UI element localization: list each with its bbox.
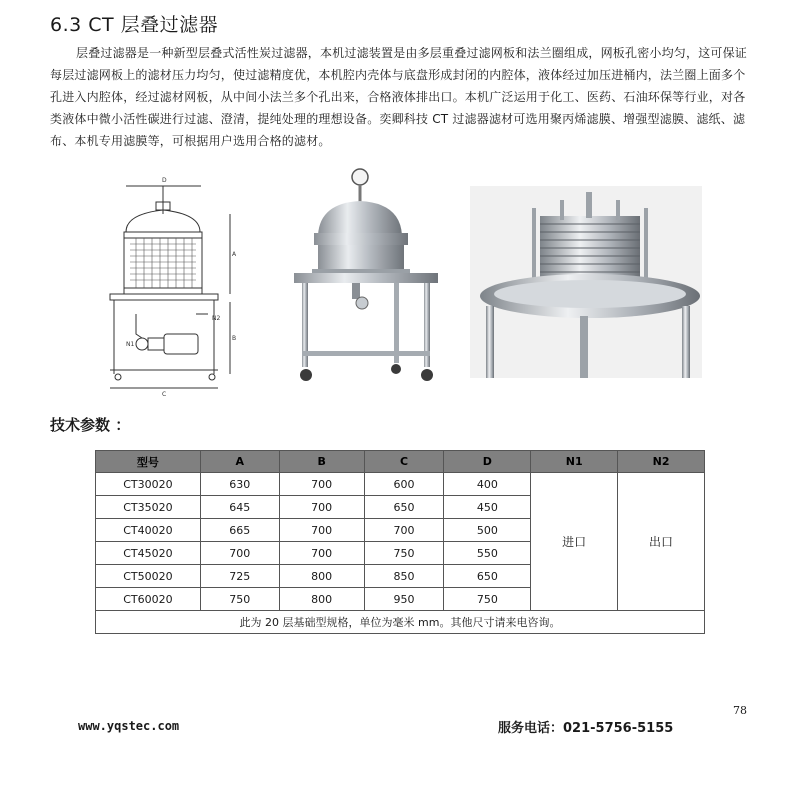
footer-phone: 服务电话：021-5756-5155 — [498, 721, 674, 736]
cell-model: CT60020 — [96, 588, 201, 611]
cell-a: 630 — [200, 473, 279, 496]
section-title: 6.3 CT 层叠过滤器 — [50, 14, 219, 36]
cell-model: CT30020 — [96, 473, 201, 496]
cell-d: 750 — [444, 588, 531, 611]
filter-product-photo — [290, 165, 442, 393]
spec-table-header — [96, 451, 705, 473]
header-c: C — [364, 451, 444, 473]
filter-open-photo — [470, 186, 702, 378]
cell-b: 800 — [279, 588, 364, 611]
cell-a: 645 — [200, 496, 279, 519]
header-model: 型号 — [96, 451, 201, 473]
header-b: B — [279, 451, 364, 473]
cell-a: 665 — [200, 519, 279, 542]
cell-n1-inlet: 进口 — [531, 473, 618, 611]
header-a: A — [200, 451, 279, 473]
intro-paragraph: 层叠过滤器是一种新型层叠式活性炭过滤器，本机过滤装置是由多层重叠过滤网板和法兰圈组成，网板孔密小均匀，这可保证每层过滤网板上的滤材压力均匀，使过滤精度优，本机腔内壳体与底盘形成封闭的内腔体，液体经过加压进桶内，法兰圈上面多个孔进入内腔体，经过滤材网板，从中间小法兰多个孔出来，合格液体排出口。本机广泛运用于化工、医药、石油环保等行业，对各类液体中微小活性碳进行过滤、澄清，提纯处理的理想设备。奕卿科技 CT 过滤器滤材可选用聚丙烯滤膜、增强型滤膜、滤纸、滤布、本机专用滤膜等，可根据用户选用合格的滤材。 — [50, 46, 748, 148]
cell-model: CT40020 — [96, 519, 201, 542]
page-number: 78 — [733, 704, 747, 717]
cell-c: 600 — [364, 473, 444, 496]
cell-d: 400 — [444, 473, 531, 496]
cell-d: 650 — [444, 565, 531, 588]
dim-label-a: A — [232, 251, 237, 258]
cell-d: 450 — [444, 496, 531, 519]
cell-c: 750 — [364, 542, 444, 565]
cell-c: 700 — [364, 519, 444, 542]
cell-c: 650 — [364, 496, 444, 519]
cell-model: CT45020 — [96, 542, 201, 565]
header-d: D — [444, 451, 531, 473]
cell-c: 950 — [364, 588, 444, 611]
footer-website: www.yqstec.com — [78, 719, 180, 733]
cell-a: 750 — [200, 588, 279, 611]
port-label-n1: N1 — [126, 341, 135, 348]
cell-model: CT35020 — [96, 496, 201, 519]
cell-c: 850 — [364, 565, 444, 588]
port-label-n2: N2 — [212, 315, 221, 322]
dim-label-b: B — [232, 335, 237, 342]
dim-label-d: D — [162, 177, 167, 184]
filter-technical-diagram — [96, 174, 242, 400]
table-note-row — [96, 611, 705, 634]
cell-b: 700 — [279, 496, 364, 519]
cell-b: 700 — [279, 542, 364, 565]
cell-b: 700 — [279, 519, 364, 542]
header-n1: N1 — [531, 451, 618, 473]
cell-d: 500 — [444, 519, 531, 542]
table-note: 此为 20 层基础型规格，单位为毫米 mm。其他尺寸请来电咨询。 — [96, 611, 705, 634]
specs-heading: 技术参数 ： — [50, 416, 131, 434]
cell-a: 725 — [200, 565, 279, 588]
spec-table — [95, 450, 705, 634]
cell-b: 700 — [279, 473, 364, 496]
cell-a: 700 — [200, 542, 279, 565]
table-row — [96, 473, 705, 496]
cell-n2-outlet: 出口 — [618, 473, 705, 611]
cell-d: 550 — [444, 542, 531, 565]
cell-b: 800 — [279, 565, 364, 588]
cell-model: CT50020 — [96, 565, 201, 588]
dim-label-c: C — [162, 391, 167, 398]
header-n2: N2 — [618, 451, 705, 473]
